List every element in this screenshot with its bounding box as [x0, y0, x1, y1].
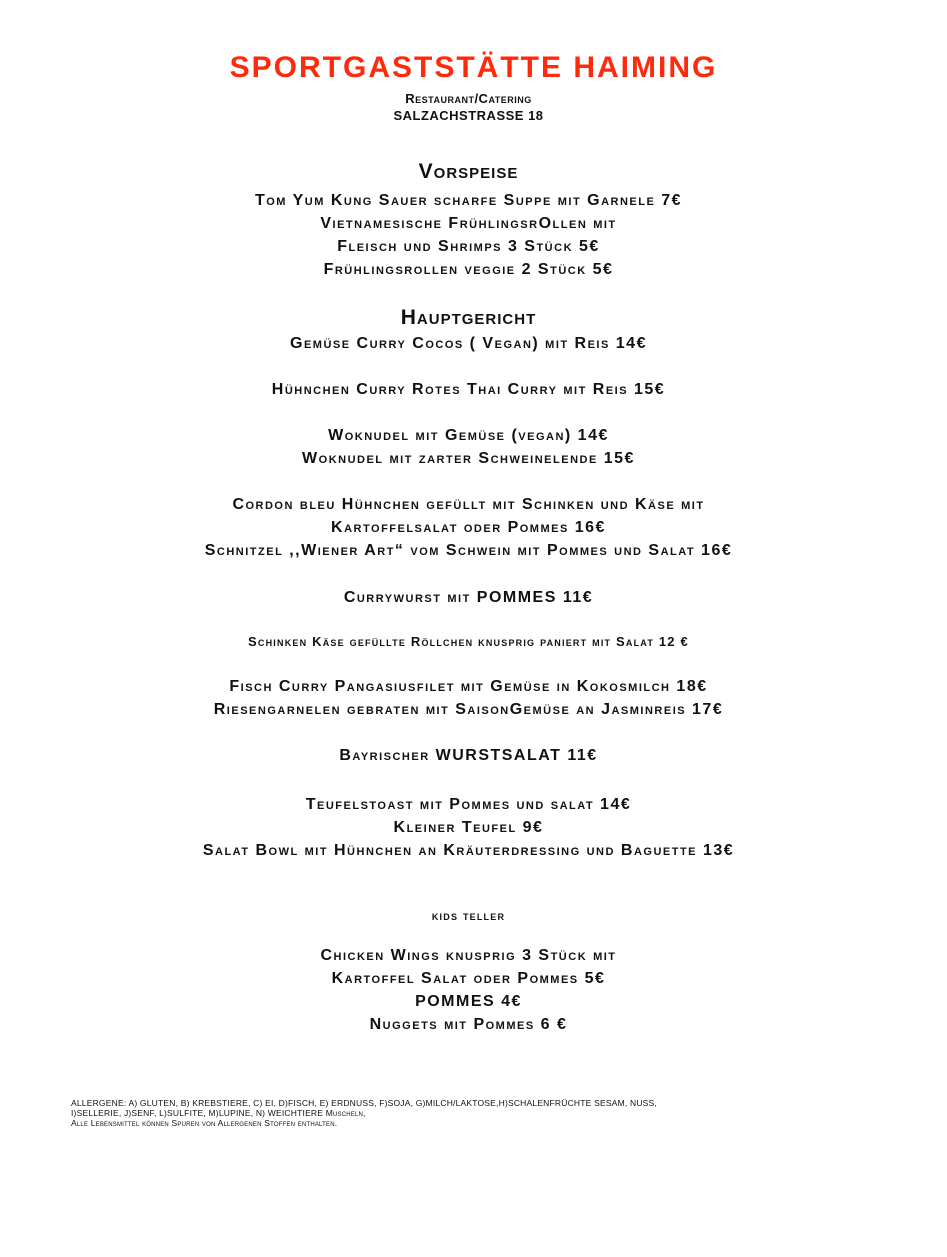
allergen-line: I)SELLERIE, J)SENF, L)SULFITE, M)LUPINE, N) WEICHTIERE Muscheln,	[71, 1108, 366, 1118]
menu-item: Woknudel mit Gemüse (vegan) 14€	[328, 427, 609, 444]
menu-item: Teufelstoast mit Pommes und salat 14€	[305, 796, 632, 813]
menu-item: Vietnamesische FrühlingsrOllen mit	[320, 215, 617, 232]
menu-item: Salat Bowl mit Hühnchen an Kräuterdressing und Baguette 13€	[202, 842, 735, 859]
menu-item: Hühnchen Curry Rotes Thai Curry mit Reis 15€	[271, 381, 666, 398]
menu-item: Currywurst mit POMMES 11€	[343, 589, 594, 606]
menu-item: Woknudel mit zarter Schweinelende 15€	[302, 450, 635, 467]
menu-item: Kleiner Teufel 9€	[393, 819, 544, 836]
menu-item: Frühlingsrollen veggie 2 Stück 5€	[323, 261, 614, 278]
menu-item: Schnitzel ,,Wiener Art“ vom Schwein mit Pommes und Salat 16€	[204, 542, 733, 559]
restaurant-subtitle: Restaurant/Catering	[405, 91, 532, 106]
restaurant-title: SPORTGASTSTÄTTE HAIMING	[229, 51, 718, 84]
menu-item: Chicken Wings knusprig 3 Stück mit	[320, 947, 617, 964]
menu-item: Cordon bleu Hühnchen gefüllt mit Schinken und Käse mit	[232, 496, 705, 513]
restaurant-address: SALZACHSTRASSE 18	[393, 108, 544, 123]
menu-item: Gemüse Curry Cocos ( Vegan) mit Reis 14€	[290, 335, 647, 352]
menu-item: Riesengarnelen gebraten mit SaisonGemüse an Jasminreis 17€	[213, 701, 724, 718]
allergen-notice	[71, 1098, 891, 1128]
menu-item: Fisch Curry Pangasiusfilet mit Gemüse in Kokosmilch 18€	[229, 678, 708, 695]
section-heading-hauptgericht: Hauptgericht	[400, 306, 537, 329]
menu-item: POMMES 4€	[415, 993, 522, 1010]
allergen-line: ALLERGENE: A) GLUTEN, B) KREBSTIERE, C) EI, D)FISCH, E) ERDNUSS, F)SOJA, G)MILCH/LAKTOSE,H)SCHALENFRÜCHTE SESAM, NUSS,	[71, 1098, 657, 1108]
allergen-line: Alle Lebensmittel können Spuren von Allergenen Stoffen enthalten.	[71, 1118, 338, 1128]
menu-item: Bayrischer WURSTSALAT 11€	[339, 747, 598, 764]
menu-item: Tom Yum Kung Sauer scharfe Suppe mit Garnele 7€	[254, 192, 683, 209]
menu-item: Kartoffelsalat oder Pommes 16€	[331, 519, 606, 536]
menu-item: Nuggets mit Pommes 6 €	[369, 1016, 568, 1033]
section-heading-vorspeise: Vorspeise	[418, 160, 519, 183]
menu-item: Schinken Käse gefüllte Röllchen knusprig paniert mit Salat 12 €	[248, 634, 689, 649]
menu-item: Fleisch und Shrimps 3 Stück 5€	[337, 238, 600, 255]
menu-item: Kartoffel Salat oder Pommes 5€	[331, 970, 606, 987]
section-heading-kids: kids teller	[431, 908, 506, 923]
